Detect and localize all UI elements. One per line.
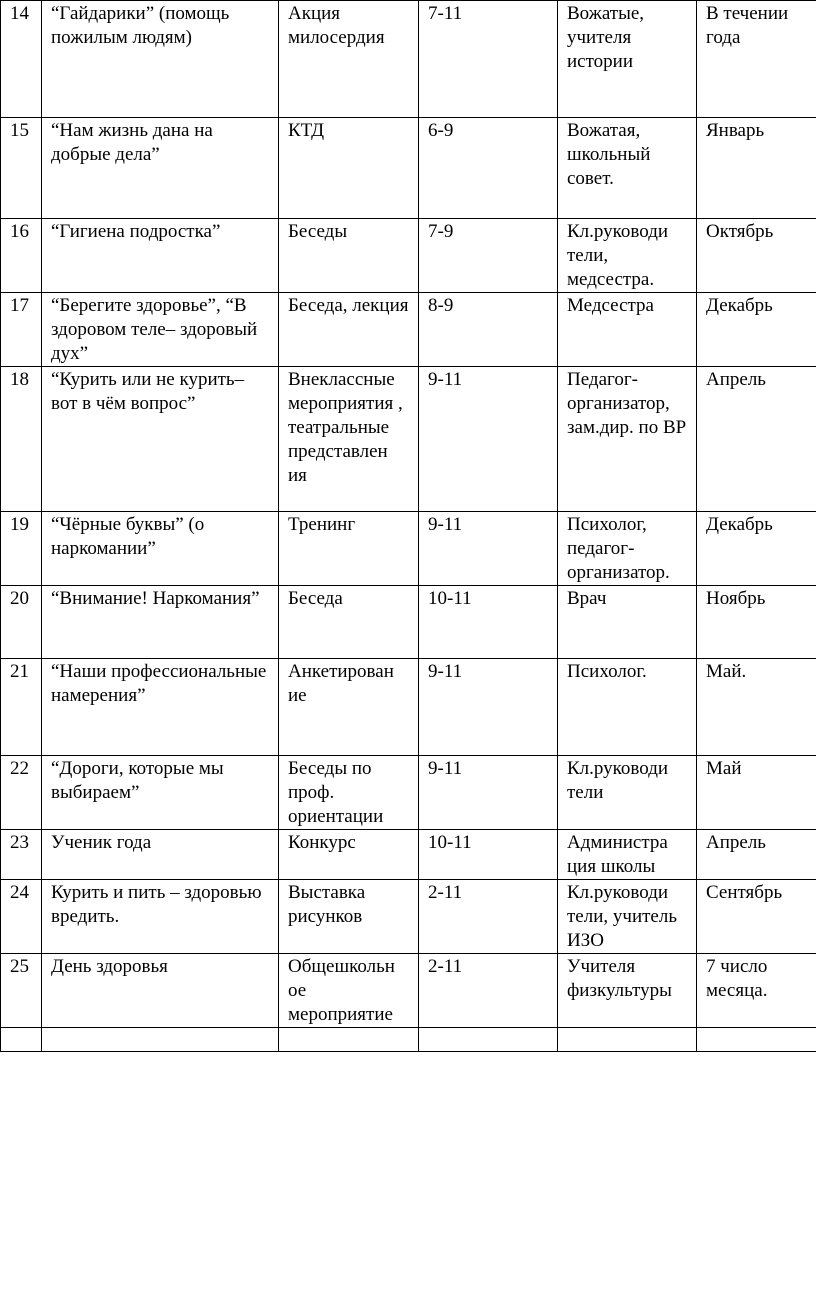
grades-cell: 2-11	[419, 880, 558, 954]
event-form-cell: Анкетирован ие	[279, 659, 419, 756]
row-number-cell: 22	[1, 756, 42, 830]
row-number-cell: 25	[1, 954, 42, 1028]
table-row	[1, 1, 816, 118]
event-title-cell: Ученик года	[42, 830, 279, 880]
event-title-cell: “Внимание! Наркомания”	[42, 586, 279, 659]
grades-cell: 9-11	[419, 756, 558, 830]
event-title-cell: День здоровья	[42, 954, 279, 1028]
date-cell: Октябрь	[697, 219, 816, 293]
row-number-cell: 19	[1, 512, 42, 586]
event-form-cell: КТД	[279, 118, 419, 219]
event-title-cell: “Наши профессиональные намерения”	[42, 659, 279, 756]
event-form-cell: Беседа, лекция	[279, 293, 419, 367]
responsible-cell: Кл.руководи тели	[558, 756, 697, 830]
table-row	[1, 586, 816, 659]
date-cell: Апрель	[697, 367, 816, 512]
responsible-cell: Психолог, педагог-организатор.	[558, 512, 697, 586]
responsible-cell: Учителя физкультуры	[558, 954, 697, 1028]
date-cell: Декабрь	[697, 512, 816, 586]
grades-cell: 2-11	[419, 954, 558, 1028]
table-row	[1, 830, 816, 880]
event-form-cell: Беседы по проф. ориентации	[279, 756, 419, 830]
responsible-cell: Вожатая, школьный совет.	[558, 118, 697, 219]
table-row	[1, 880, 816, 954]
event-title-cell: “Гигиена подростка”	[42, 219, 279, 293]
responsible-cell: Кл.руководи тели, медсестра.	[558, 219, 697, 293]
grades-cell: 9-11	[419, 367, 558, 512]
date-cell: В течении года	[697, 1, 816, 118]
grades-cell	[419, 1028, 558, 1052]
row-number-cell: 21	[1, 659, 42, 756]
event-form-cell: Общешкольн ое мероприятие	[279, 954, 419, 1028]
grades-cell: 9-11	[419, 512, 558, 586]
table-row	[1, 118, 816, 219]
event-title-cell: “Чёрные буквы” (о наркомании”	[42, 512, 279, 586]
responsible-cell: Врач	[558, 586, 697, 659]
event-form-cell: Конкурс	[279, 830, 419, 880]
table-row	[1, 659, 816, 756]
table-row	[1, 1028, 816, 1052]
date-cell: Январь	[697, 118, 816, 219]
row-number-cell: 23	[1, 830, 42, 880]
row-number-cell: 14	[1, 1, 42, 118]
date-cell: Декабрь	[697, 293, 816, 367]
date-cell: Апрель	[697, 830, 816, 880]
table-row	[1, 756, 816, 830]
row-number-cell: 17	[1, 293, 42, 367]
event-form-cell: Беседа	[279, 586, 419, 659]
event-title-cell: Курить и пить – здоровью вредить.	[42, 880, 279, 954]
event-title-cell: “Гайдарики” (помощь пожилым людям)	[42, 1, 279, 118]
event-form-cell: Акция милосердия	[279, 1, 419, 118]
responsible-cell: Администра ция школы	[558, 830, 697, 880]
table-row	[1, 367, 816, 512]
row-number-cell: 18	[1, 367, 42, 512]
grades-cell: 6-9	[419, 118, 558, 219]
event-form-cell: Беседы	[279, 219, 419, 293]
table-body	[1, 1, 816, 1052]
date-cell: Ноябрь	[697, 586, 816, 659]
grades-cell: 10-11	[419, 830, 558, 880]
table-row	[1, 512, 816, 586]
date-cell: Май.	[697, 659, 816, 756]
row-number-cell: 20	[1, 586, 42, 659]
table-row	[1, 219, 816, 293]
grades-cell: 8-9	[419, 293, 558, 367]
responsible-cell: Педагог-организатор, зам.дир. по ВР	[558, 367, 697, 512]
event-title-cell: “Берегите здоровье”, “В здоровом теле– здоровый дух”	[42, 293, 279, 367]
date-cell: Сентябрь	[697, 880, 816, 954]
row-number-cell: 15	[1, 118, 42, 219]
event-form-cell: Выставка рисунков	[279, 880, 419, 954]
responsible-cell: Медсестра	[558, 293, 697, 367]
row-number-cell: 24	[1, 880, 42, 954]
date-cell: 7 число месяца.	[697, 954, 816, 1028]
grades-cell: 9-11	[419, 659, 558, 756]
grades-cell: 10-11	[419, 586, 558, 659]
responsible-cell	[558, 1028, 697, 1052]
event-title-cell: “Курить или не курить– вот в чём вопрос”	[42, 367, 279, 512]
date-cell	[697, 1028, 816, 1052]
table-row	[1, 954, 816, 1028]
grades-cell: 7-11	[419, 1, 558, 118]
event-form-cell: Тренинг	[279, 512, 419, 586]
responsible-cell: Кл.руководи тели, учитель ИЗО	[558, 880, 697, 954]
date-cell: Май	[697, 756, 816, 830]
event-title-cell: “Дороги, которые мы выбираем”	[42, 756, 279, 830]
event-title-cell	[42, 1028, 279, 1052]
event-form-cell	[279, 1028, 419, 1052]
grades-cell: 7-9	[419, 219, 558, 293]
event-form-cell: Внеклассные мероприятия , театральные представлен ия	[279, 367, 419, 512]
row-number-cell	[1, 1028, 42, 1052]
table-row	[1, 293, 816, 367]
responsible-cell: Вожатые, учителя истории	[558, 1, 697, 118]
row-number-cell: 16	[1, 219, 42, 293]
event-title-cell: “Нам жизнь дана на добрые дела”	[42, 118, 279, 219]
responsible-cell: Психолог.	[558, 659, 697, 756]
